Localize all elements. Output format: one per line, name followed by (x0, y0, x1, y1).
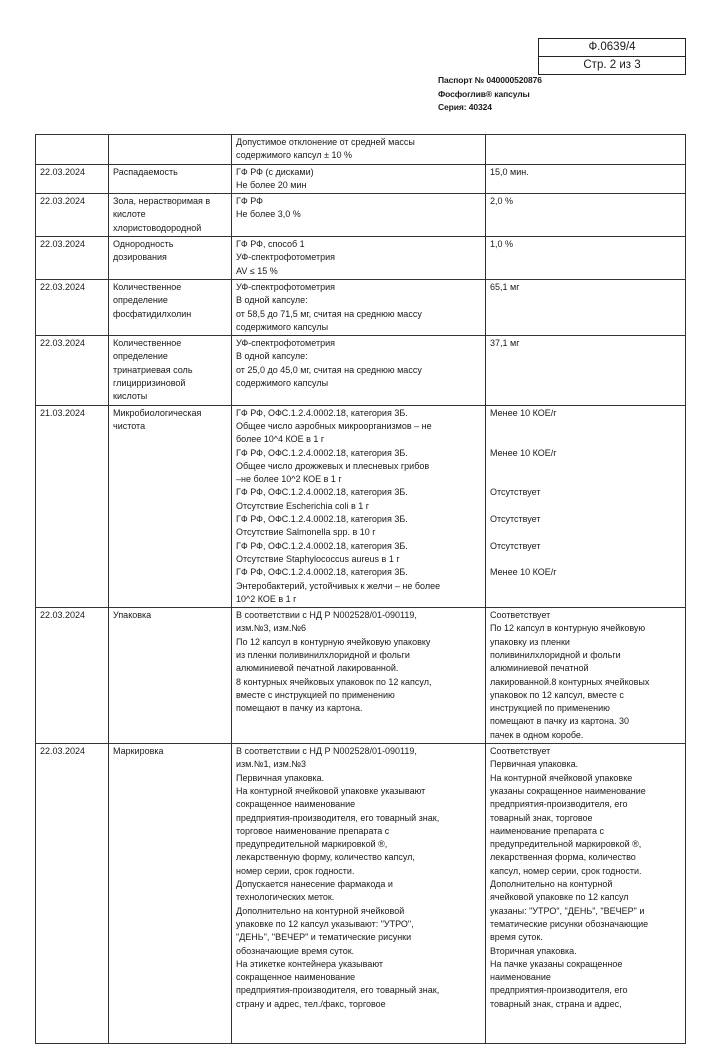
row-test-name: Упаковка (109, 608, 232, 744)
row-method: В соответствии с НД Р N002528/01-090119, изм.№3, изм.№6 По 12 капсул в контурную ячейковую упаковку из пленки поливинилхлоридной и фольги алюминиевой печатной лакированной. 8 контурных ячейковых упаковок по 12 капсул, вместе с инструкцией по применению помещают в пачку из картона. (232, 608, 486, 744)
table-row (36, 164, 686, 194)
row-test-name: Маркировка (109, 744, 232, 1044)
form-code-box (538, 38, 686, 75)
row-date: 22.03.2024 (36, 336, 109, 405)
row-test-name: Распадаемость (109, 164, 232, 194)
table-row (36, 237, 686, 280)
row-date: 22.03.2024 (36, 164, 109, 194)
row-result: 65,1 мг (486, 279, 686, 335)
passport-number: Паспорт № 040000520876 (438, 75, 542, 85)
row-date: 21.03.2024 (36, 405, 109, 607)
product-name: Фосфоглив® капсулы (438, 88, 530, 99)
row-method: ГФ РФ, ОФС.1.2.4.0002.18, категория 3Б. Общее число аэробных микроорганизмов – не более 10^4 КОЕ в 1 г ГФ РФ, ОФС.1.2.4.0002.18, категория 3Б. Общее число дрожжевых и плесневых грибов –не более 10^2 КОЕ в 1 г ГФ РФ, ОФС.1.2.4.0002.18, категория 3Б. Отсутствие Escherichia coli в 1 г ГФ РФ, ОФС.1.2.4.0002.18, категория 3Б. Отсутствие Salmonella spp. в 10 г ГФ РФ, ОФС.1.2.4.0002.18, категория 3Б. Отсутствие Staphylococcus aureus в 1 г ГФ РФ, ОФС.1.2.4.0002.18, категория 3Б. Энтеробактерий, устойчивых к желчи – не более 10^2 КОЕ в 1 г (232, 405, 486, 607)
row-test-name: Однородность дозирования (109, 237, 232, 280)
analysis-table (35, 134, 686, 1044)
row-result (486, 135, 686, 165)
row-date: 22.03.2024 (36, 744, 109, 1044)
row-result: 2,0 % (486, 194, 686, 237)
row-test-name: Микробиологическая чистота (109, 405, 232, 607)
row-date: 22.03.2024 (36, 237, 109, 280)
row-date: 22.03.2024 (36, 194, 109, 237)
row-date: 22.03.2024 (36, 279, 109, 335)
page-number: Стр. 2 из 3 (539, 56, 685, 74)
row-method: ГФ РФ (с дисками) Не более 20 мин (232, 164, 486, 194)
series-number: Серия: 40324 (438, 102, 492, 112)
row-test-name: Количественное определение фосфатидилхолин (109, 279, 232, 335)
row-result: Менее 10 КОЕ/г Менее 10 КОЕ/г Отсутствует Отсутствует Отсутствует Менее 10 КОЕ/г (486, 405, 686, 607)
table-row (36, 135, 686, 165)
row-date: 22.03.2024 (36, 608, 109, 744)
row-method: ГФ РФ, способ 1 УФ-спектрофотометрия AV ≤ 15 % (232, 237, 486, 280)
table-row (36, 279, 686, 335)
passport-header (438, 74, 542, 115)
row-result: Соответствует По 12 капсул в контурную ячейковую упаковку из пленки поливинилхлоридной и фольги алюминиевой печатной лакированной.8 контурных ячейковых упаковок по 12 капсул, вместе с инструкцией по применению помещают в пачку из картона. 30 пачек в одном коробе. (486, 608, 686, 744)
table-row (36, 608, 686, 744)
table-row (36, 194, 686, 237)
table-row (36, 405, 686, 607)
row-method: УФ-спектрофотометрия В одной капсуле: от 58,5 до 71,5 мг, считая на среднюю массу содержимого капсулы (232, 279, 486, 335)
row-method: Допустимое отклонение от средней массы содержимого капсул ± 10 % (232, 135, 486, 165)
row-test-name: Зола, нерастворимая в кислоте хлористоводородной (109, 194, 232, 237)
form-code: Ф.0639/4 (588, 41, 636, 53)
row-result: 15,0 мин. (486, 164, 686, 194)
row-result: Соответствует Первичная упаковка. На контурной ячейковой упаковке указаны сокращенное наименование предприятия-производителя, его товарный знак, торговое наименование препарата с предупредительной маркировкой ®, лекарственная форма, количество капсул, номер серии, срок годности. Дополнительно на контурной ячейковой упаковке по 12 капсул указаны: "УТРО", "ДЕНЬ", "ВЕЧЕР" и тематические рисунки обозначающие время суток. Вторичная упаковка. На пачке указаны сокращенное наименование предприятия-производителя, его товарный знак, страна и адрес, (486, 744, 686, 1044)
row-test-name: Количественное определение тринатриевая соль глицирризиновой кислоты (109, 336, 232, 405)
row-method: УФ-спектрофотометрия В одной капсуле: от 25,0 до 45,0 мг, считая на среднюю массу содержимого капсулы (232, 336, 486, 405)
table-row (36, 744, 686, 1044)
row-date (36, 135, 109, 165)
row-test-name (109, 135, 232, 165)
row-result: 37,1 мг (486, 336, 686, 405)
row-result: 1,0 % (486, 237, 686, 280)
row-method: ГФ РФ Не более 3,0 % (232, 194, 486, 237)
table-row (36, 336, 686, 405)
row-method: В соответствии с НД Р N002528/01-090119, изм.№1, изм.№3 Первичная упаковка. На контурной ячейковой упаковке указывают сокращенное наименование предприятия-производителя, его товарный знак, торговое наименование препарата с предупредительной маркировкой ®, лекарственную форму, количество капсул, номер серии, срок годности. Допускается нанесение фармакода и технологических меток. Дополнительно на контурной ячейковой упаковке по 12 капсул указывают: "УТРО", "ДЕНЬ", "ВЕЧЕР" и тематические рисунки обозначающие время суток. На этикетке контейнера указывают сокращенное наименование предприятия-производителя, его товарный знак, страну и адрес, тел./факс, торговое (232, 744, 486, 1044)
